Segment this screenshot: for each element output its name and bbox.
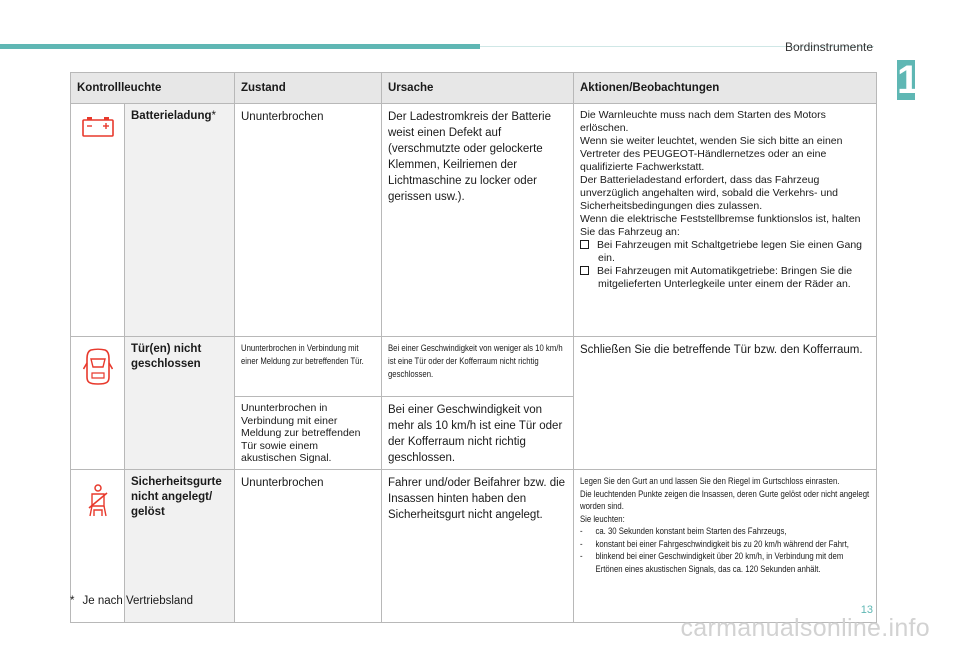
column-header-state: Zustand: [235, 73, 382, 104]
checkbox-square-icon: [580, 266, 589, 275]
battery-state: Ununterbrochen: [235, 104, 382, 337]
seatbelt-cause: Fahrer und/oder Beifahrer bzw. die Insassen hinten haben den Sicherheitsgurt nicht angelegt.: [382, 470, 574, 623]
warning-lights-table: [70, 72, 877, 623]
door-action: Schließen Sie die betreffende Tür bzw. den Kofferraum.: [574, 337, 877, 470]
battery-action-text: Wenn sie weiter leuchtet, wenden Sie sich bitte an einen Vertreter des PEUGEOT-Händlernetzes oder an eine qualifizierte Fachwerkstatt.: [580, 135, 843, 173]
battery-action-text: Der Batterieladestand erfordert, dass das Fahrzeug unverzüglich angehalten wird, sobald die Verkehrs- und Sicherheitsbedingungen dies zulassen.: [580, 174, 838, 212]
section-title: Bordinstrumente: [784, 40, 873, 54]
column-header-actions: Aktionen/Beobachtungen: [574, 73, 877, 104]
list-item: - blinkend bei einer Geschwindigkeit über 20 km/h, in Verbindung mit dem Ertönen eines akustischen Signals, das ca. 120 Sekunden anhält.: [580, 551, 844, 574]
door-open-icon: [83, 347, 113, 387]
list-item: - ca. 30 Sekunden konstant beim Starten des Fahrzeugs,: [580, 526, 787, 536]
battery-name: Batterieladung*: [125, 104, 235, 337]
door-name: Tür(en) nicht geschlossen: [125, 337, 235, 470]
footnote: * Je nach Vertriebsland: [70, 595, 194, 607]
battery-warning-icon: [81, 116, 115, 138]
watermark: carmanualsonline.info: [680, 614, 930, 642]
table-header-row: [71, 73, 877, 104]
door-icon-cell: [71, 337, 125, 470]
door-cause-2: Bei einer Geschwindigkeit von mehr als 10 km/h ist eine Tür oder der Kofferraum nicht richtig geschlossen.: [382, 397, 574, 470]
battery-icon-cell: [71, 104, 125, 337]
seatbelt-action-text: Die leuchtenden Punkte zeigen die Insassen, deren Gurte gelöst oder nicht angelegt worden sind.: [580, 488, 870, 511]
list-item: Bei Fahrzeugen mit Automatikgetriebe: Bringen Sie die mitgelieferten Unterlegkeile unter einem der Räder an.: [580, 265, 870, 291]
table-row-battery: [71, 104, 877, 337]
list-item: Bei Fahrzeugen mit Schaltgetriebe legen Sie einen Gang ein.: [580, 239, 870, 265]
door-state-1: Ununterbrochen in Verbindung mit einer Meldung zur betreffenden Tür.: [235, 337, 382, 397]
seatbelt-action-text: Legen Sie den Gurt an und lassen Sie den Riegel im Gurtschloss einrasten.: [580, 476, 840, 486]
seatbelt-state: Ununterbrochen: [235, 470, 382, 623]
chapter-number: 1: [897, 58, 920, 102]
battery-cause: Der Ladestromkreis der Batterie weist einen Defekt auf (verschmutzte oder gelockerte Klemmen, Keilriemen der Lichtmaschine zu locker oder gerissen usw.).: [382, 104, 574, 337]
seatbelt-actions: [574, 470, 877, 623]
battery-action-text: Wenn die elektrische Feststellbremse funktionslos ist, halten Sie das Fahrzeug an:: [580, 213, 861, 238]
accent-bar: [0, 44, 480, 49]
seatbelt-action-text: Sie leuchten:: [580, 513, 625, 524]
battery-actions: [574, 104, 877, 337]
seatbelt-icon: [84, 484, 112, 518]
column-header-warning-light: Kontrollleuchte: [71, 73, 235, 104]
list-item: - konstant bei einer Fahrgeschwindigkeit bis zu 20 km/h während der Fahrt,: [580, 538, 849, 549]
battery-action-text: Die Warnleuchte muss nach dem Starten des Motors erlöschen.: [580, 109, 826, 134]
door-state-2: Ununterbrochen in Verbindung mit einer Meldung zur betreffenden Tür sowie einem akustischen Signal.: [235, 397, 382, 470]
checkbox-square-icon: [580, 240, 589, 249]
table-row-door: [71, 337, 877, 397]
page-number: 13: [860, 604, 873, 616]
door-cause-1: Bei einer Geschwindigkeit von weniger als 10 km/h ist eine Tür oder der Kofferraum nicht richtig geschlossen.: [382, 337, 574, 397]
seatbelt-name: Sicherheitsgurte nicht angelegt/ gelöst: [125, 470, 235, 623]
column-header-cause: Ursache: [382, 73, 574, 104]
